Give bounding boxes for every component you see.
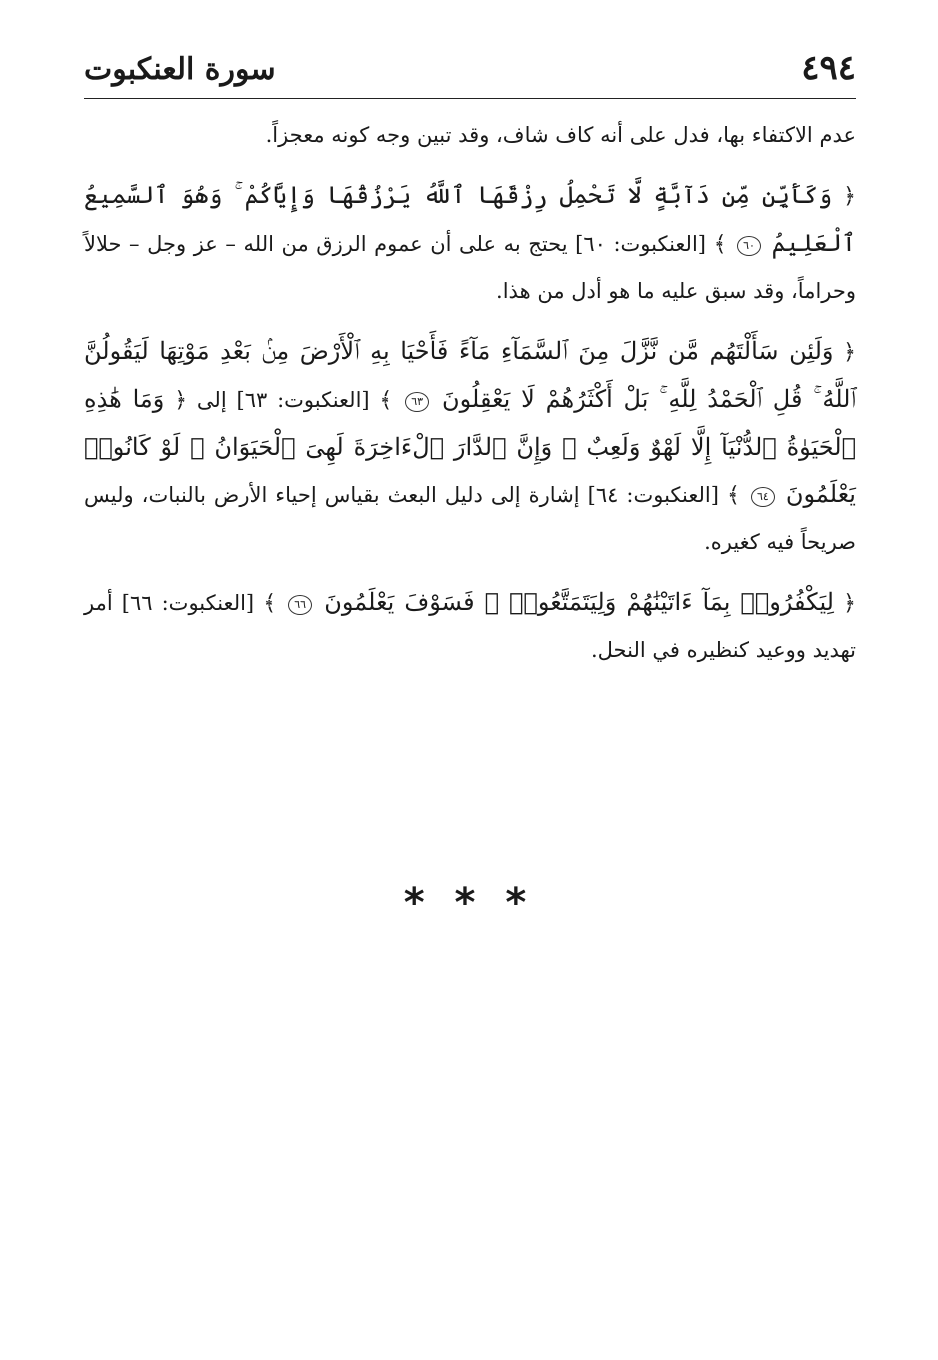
verse-reference: [العنكبوت: ٦٣] إلى xyxy=(196,388,370,412)
section-separator: * * * xyxy=(403,880,535,926)
ayah-number-marker: ٦٣ xyxy=(405,392,429,412)
quran-open-bracket: ﴿ xyxy=(843,184,856,209)
quran-close-bracket: ﴾ xyxy=(713,232,727,257)
ayah-number-marker: ٦٦ xyxy=(288,595,312,615)
commentary-text: [العنكبوت: ٦٤] إشارة إلى دليل البعث بقياس إحياء الأرض بالنبات، وليس صريحاً فيه كغيره. xyxy=(84,483,856,554)
paragraph-verse-60 xyxy=(84,172,856,314)
surah-title: سورة العنكبوت xyxy=(84,52,276,87)
page-number: ٤٩٤ xyxy=(801,48,856,88)
quran-verse: وَلَئِن سَأَلْتَهُم مَّن نَّزَّلَ مِنَ ٱلسَّمَآءِ مَآءً فَأَحْيَا بِهِ ٱلْأَرْضَ مِنۢ بَعْدِ مَوْتِهَا لَيَقُولُنَّ ٱللَّهُ ۚ قُلِ ٱلْحَمْدُ لِلَّهِ ۚ بَلْ أَكْثَرُهُمْ لَا يَعْقِلُونَ xyxy=(84,337,856,413)
quran-verse: وَمَا هَٰذِهِ ٱلْحَيَوٰةُ ٱلدُّنْيَآ إِلَّا لَهْوٌ وَلَعِبٌ ۚ وَإِنَّ ٱلدَّارَ ٱلْءَاخِرَةَ لَهِىَ ٱلْحَيَوَانُ ۚ لَوْ كَانُوا۟ يَعْلَمُونَ xyxy=(84,385,856,508)
paragraph-intro xyxy=(84,112,856,158)
paragraph-verse-63-64 xyxy=(84,328,856,565)
paragraph-verse-66 xyxy=(84,579,856,673)
commentary-text: [العنكبوت: ٦٦] أمر تهديد ووعيد كنظيره في النحل. xyxy=(84,591,856,662)
quran-open-bracket: ﴿ xyxy=(843,591,856,616)
quran-open-bracket: ﴿ xyxy=(174,388,188,413)
ayah-number-marker: ٦٤ xyxy=(751,487,775,507)
quran-open-bracket: ﴿ xyxy=(843,340,856,365)
quran-close-bracket: ﴾ xyxy=(726,483,740,508)
quran-close-bracket: ﴾ xyxy=(379,388,393,413)
page-body xyxy=(84,112,856,687)
quran-close-bracket: ﴾ xyxy=(263,591,277,616)
quran-verse: وَكَأَيِّن مِّن دَآبَّةٍ لَّا تَحْمِلُ رِزْقَهَا ٱللَّهُ يَرْزُقُهَا وَإِيَّاكُمْ ۚ وَهُوَ ٱلسَّمِيعُ ٱلْعَلِيمُ xyxy=(84,181,856,257)
header-divider xyxy=(84,98,856,99)
commentary-text: [العنكبوت: ٦٠] يحتج به على أن عموم الرزق من الله – عز وجل – حلالاً وحراماً، وقد سبق عليه ما هو أدل من هذا. xyxy=(84,232,856,303)
page-header xyxy=(84,40,856,96)
ayah-number-marker: ٦٠ xyxy=(737,236,761,256)
intro-text: عدم الاكتفاء بها، فدل على أنه كاف شاف، وقد تبين وجه كونه معجزاً. xyxy=(265,123,856,147)
quran-verse: لِيَكْفُرُوا۟ بِمَآ ءَاتَيْنَٰهُمْ وَلِيَتَمَتَّعُوا۟ ۖ فَسَوْفَ يَعْلَمُونَ xyxy=(324,588,834,616)
